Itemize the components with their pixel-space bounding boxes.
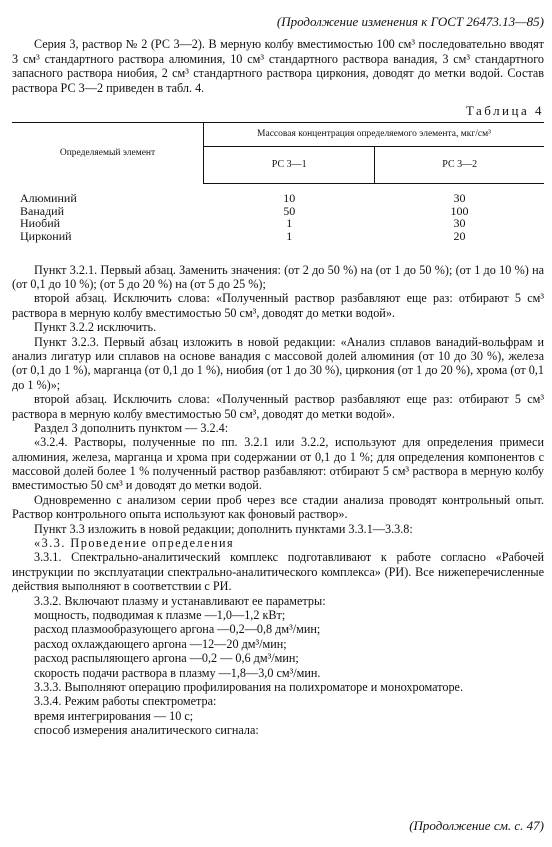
table-title: Таблица 4 (465, 102, 544, 118)
composition-table (12, 122, 544, 242)
paragraph-second-abzac-2: второй абзац. Исключить слова: «Полученный раствор разбавляют еще раз: отбирают 5 см³ раствора в мерную колбу вместимостью 50 см³, доводят до метки водой». (12, 392, 544, 421)
table-header-element: Определяемый элемент (59, 147, 156, 158)
table-row (12, 192, 544, 205)
table-cell-value: 50 (283, 203, 296, 218)
table-cell-value: 1 (286, 229, 293, 243)
table-header-group: Массовая концентрация определяемого элемента, мкг/см³ (204, 123, 544, 147)
paragraph-3-2-2: Пункт 3.2.2 исключить. (34, 320, 157, 335)
running-header: (Продолжение изменения к ГОСТ 26473.13—85) (276, 14, 544, 29)
table-cell-element: Ванадий (20, 203, 65, 218)
table-row (12, 230, 544, 243)
document-page (12, 14, 544, 737)
intro-paragraph: Серия 3, раствор № 2 (РС 3—2). В мерную колбу вместимостью 100 см³ последовательно вводят 3 см³ стандартного раствора алюминия, 10 см³ стандартного раствора ванадия, 3 см³ стандартного запасного раствора ниобия, 2 см³ стандартного раствора циркония, доводят до метки водой. Состав раствора РС 3—2 приведен в табл. 4. (12, 37, 544, 95)
paragraph-3-3-1: 3.3.1. Спектрально-аналитический комплекс подготавливают к работе согласно «Рабочей инструкции по эксплуатации спектрально-аналитического комплекса» (РИ). Все нижеперечисленные действия выполняют в соответствии с РИ. (12, 550, 544, 594)
continuation-note: (Продолжение см. с. 47) (409, 818, 544, 833)
table-cell-value: 30 (453, 191, 466, 206)
table-cell-value: 1 (286, 216, 293, 231)
table-cell-element: Ниобий (20, 216, 61, 231)
table-cell-value: 20 (453, 229, 466, 243)
paragraph-control-test: Одновременно с анализом серии проб через все стадии анализа проводят контрольный опыт. Раствор контрольного опыта используют как фоновый раствор». (12, 492, 544, 522)
section-heading-3-3: «3.3. Проведение определения (34, 536, 235, 551)
paragraph-3-2-3: Пункт 3.2.3. Первый абзац изложить в новой редакции: «Анализ сплавов ванадий-вольфрам и анализ лигатур или сплавов на основе ванадия с массовой долей алюминия (от 10 до 30 %), железа (от 0,1 до 1 %), марганца (от 0,1 до 1 %), ниобия (от 1 до 30 %), циркония (от 1 до 20 %), хрома (от 0,1 до 1 %)»; (12, 334, 544, 392)
table-header-col-a: РС 3—1 (204, 147, 375, 184)
param-cooling-argon: расход охлаждающего аргона —12—20 дм³/мин; (34, 636, 287, 651)
paragraph-3-3-2: 3.3.2. Включают плазму и устанавливают ее параметры: (34, 593, 326, 608)
param-measurement-method: способ измерения аналитического сигнала: (34, 723, 259, 738)
table-cell-value: 30 (453, 216, 466, 231)
table-cell-value: 10 (283, 191, 296, 206)
paragraph-3-2-1: Пункт 3.2.1. Первый абзац. Заменить значения: (от 2 до 50 %) на (от 1 до 50 %); (от 1 до 10 %) на (от 0,1 до 10 %); (от 5 до 20 %) на (от 5 до 25 %); (12, 262, 544, 291)
table-cell-element: Цирконий (20, 229, 72, 243)
param-power: мощность, подводимая к плазме —1,0—1,2 кВт; (34, 607, 286, 622)
param-integration-time: время интегрирования — 10 с; (34, 708, 194, 723)
param-spray-argon: расход распыляющего аргона —0,2 — 0,6 дм³/мин; (34, 651, 299, 666)
table-cell-element: Алюминий (20, 191, 77, 206)
paragraph-3-3: Пункт 3.3 изложить в новой редакции; дополнить пунктами 3.3.1—3.3.8: (34, 521, 413, 536)
paragraph-section-3: Раздел 3 дополнить пунктом — 3.2.4: (34, 420, 229, 435)
paragraph-3-3-4: 3.3.4. Режим работы спектрометра: (34, 694, 217, 709)
param-plasma-argon: расход плазмообразующего аргона —0,2—0,8 дм³/мин; (34, 622, 321, 637)
table-cell-value: 100 (450, 203, 469, 218)
paragraph-3-3-3: 3.3.3. Выполняют операцию профилирования на полихроматоре и монохроматоре. (34, 679, 463, 694)
paragraph-second-abzac: второй абзац. Исключить слова: «Полученный раствор разбавляют еще раз: отбирают 5 см³ раствора в мерную колбу вместимостью 50 см³, доводят до метки водой». (12, 291, 544, 320)
table-header-col-b: РС 3—2 (375, 147, 544, 184)
param-feed-rate: скорость подачи раствора в плазму —1,8—3,0 см³/мин. (34, 665, 321, 680)
paragraph-3-2-4: «3.2.4. Растворы, полученные по пп. 3.2.1 или 3.2.2, используют для определения примеси алюминия, железа, марганца и хрома при содержании от 0,1 до 1 %; для определения компонентов с массовой долей более 1 % полученный раствор разбавляют: отбирают 5 см³ раствора в мерную колбу вместимостью 50 см³ и доводят до метки водой. (12, 435, 544, 493)
